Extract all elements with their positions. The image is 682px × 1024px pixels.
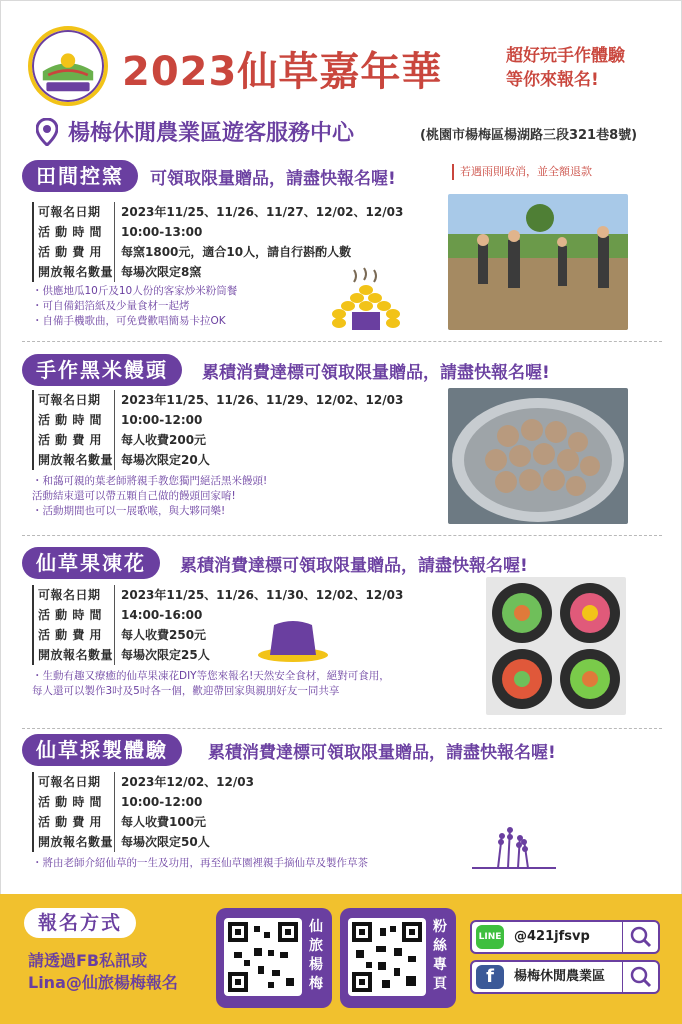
jelly-photo xyxy=(486,577,626,715)
qr-caption: 粉絲專頁 xyxy=(433,919,447,992)
info-table xyxy=(32,585,403,665)
location-name: 楊梅休閒農業區遊客服務中心 xyxy=(68,121,355,146)
location-pin-icon xyxy=(36,118,58,146)
section-kiln xyxy=(22,160,662,340)
info-row-date: 可報名日期 2023年12/02、12/03 xyxy=(32,772,254,792)
qr-code-icon[interactable] xyxy=(224,918,302,996)
line-id-box[interactable] xyxy=(470,920,660,954)
section-title: 仙草果凍花 xyxy=(22,547,160,579)
section-promo: 累積消費達標可領取限量贈品，請盡快報名喔! xyxy=(202,363,550,383)
info-row-time: 活 動 時 間 10:00-12:00 xyxy=(32,410,403,430)
section-promo: 累積消費達標可領取限量贈品，請盡快報名喔! xyxy=(180,556,528,576)
section-divider xyxy=(22,341,662,342)
kiln-photo xyxy=(448,194,628,330)
section-promo: 可領取限量贈品，請盡快報名喔! xyxy=(150,169,396,189)
mantou-photo xyxy=(448,388,628,524)
section-divider xyxy=(22,535,662,536)
tagline-line-1: 超好玩手作體驗 xyxy=(506,46,625,66)
register-instructions: 請透過FB私訊或 Lina@仙旅楊梅報名 xyxy=(28,951,178,992)
info-row-quota: 開放報名數量 每場次限定50人 xyxy=(32,832,254,852)
facebook-icon: f xyxy=(476,965,504,989)
info-row-fee: 活 動 費 用 每窯1800元，適合10人，請自行斟酌人數 xyxy=(32,242,403,262)
register-title: 報名方式 xyxy=(24,908,136,938)
fb-qr-card[interactable] xyxy=(340,908,456,1008)
fb-page-box[interactable] xyxy=(470,960,660,994)
section-notes: ・供應地瓜10斤及10人份的客家炒米粉筒餐 ・可自備鋁箔紙及少量食材一起烤 ・自備手機歌曲，可免費歡唱簡易卡拉OK xyxy=(32,285,238,327)
qr-code-icon[interactable] xyxy=(348,918,426,996)
info-row-date: 可報名日期 2023年11/25、11/26、11/30、12/02、12/03 xyxy=(32,585,403,605)
location-address: (桃園市楊梅區楊湖路三段321巷8號) xyxy=(420,128,638,143)
section-title: 田間控窯 xyxy=(22,160,138,192)
info-row-quota: 開放報名數量 每場次限定25人 xyxy=(32,645,403,665)
qr-caption: 仙旅楊梅 xyxy=(309,919,323,992)
info-row-quota: 開放報名數量 每場次限定8窯 xyxy=(32,262,403,282)
line-icon: LINE xyxy=(476,925,504,949)
info-row-time: 活 動 時 間 10:00-13:00 xyxy=(32,222,403,242)
info-table xyxy=(32,772,254,852)
section-title: 仙草採製體驗 xyxy=(22,734,182,766)
info-row-quota: 開放報名數量 每場次限定20人 xyxy=(32,450,403,470)
section-promo: 累積消費達標可領取限量贈品，請盡快報名喔! xyxy=(208,743,556,763)
info-row-fee: 活 動 費 用 每人收費200元 xyxy=(32,430,403,450)
line-id: @421jfsvp xyxy=(514,929,590,944)
info-row-date: 可報名日期 2023年11/25、11/26、11/27、12/02、12/03 xyxy=(32,202,403,222)
event-tagline xyxy=(506,44,625,92)
line-qr-card[interactable] xyxy=(216,908,332,1008)
section-notes: ・和藹可親的葉老師將親手教您獨門絕活黑米饅頭! 活動結束還可以帶五顆自己做的饅頭回家唷! ・活動期間也可以一展歌喉，與大夥同樂! xyxy=(32,475,268,517)
section-mantou xyxy=(22,354,662,534)
registration-footer xyxy=(0,894,682,1024)
search-icon[interactable] xyxy=(622,962,658,992)
search-icon[interactable] xyxy=(622,922,658,952)
info-row-fee: 活 動 費 用 每人收費100元 xyxy=(32,812,254,832)
section-notes: ・將由老師介紹仙草的一生及功用，再至仙草園裡親手摘仙草及製作草茶 xyxy=(32,857,368,869)
jelly-icon xyxy=(256,617,330,663)
section-notes: ・生動有趣又療癒的仙草果凍花DIY等您來報名!天然安全食材，絕對可食用， 每人還可以製作3吋及5吋各一個，歡迎帶回家與親朋好友一同共享 xyxy=(32,670,390,697)
event-title: 2023仙草嘉年華 xyxy=(122,49,443,95)
info-table xyxy=(32,390,403,470)
info-row-time: 活 動 時 間 10:00-12:00 xyxy=(32,792,254,812)
section-jelly xyxy=(22,547,662,727)
rain-warning: 若遇雨則取消，並全額退款 xyxy=(452,164,592,180)
lavender-icon xyxy=(468,824,560,870)
fb-page-name: 楊梅休閒農業區 xyxy=(514,969,606,984)
kiln-icon xyxy=(328,266,404,332)
info-row-fee: 活 動 費 用 每人收費250元 xyxy=(32,625,403,645)
tagline-line-2: 等你來報名! xyxy=(506,70,599,90)
info-row-time: 活 動 時 間 14:00-16:00 xyxy=(32,605,403,625)
section-title: 手作黑米饅頭 xyxy=(22,354,182,386)
section-grass-jelly-harvest xyxy=(22,734,662,884)
info-row-date: 可報名日期 2023年11/25、11/26、11/29、12/02、12/03 xyxy=(32,390,403,410)
section-divider xyxy=(22,728,662,729)
farm-logo xyxy=(28,26,108,106)
